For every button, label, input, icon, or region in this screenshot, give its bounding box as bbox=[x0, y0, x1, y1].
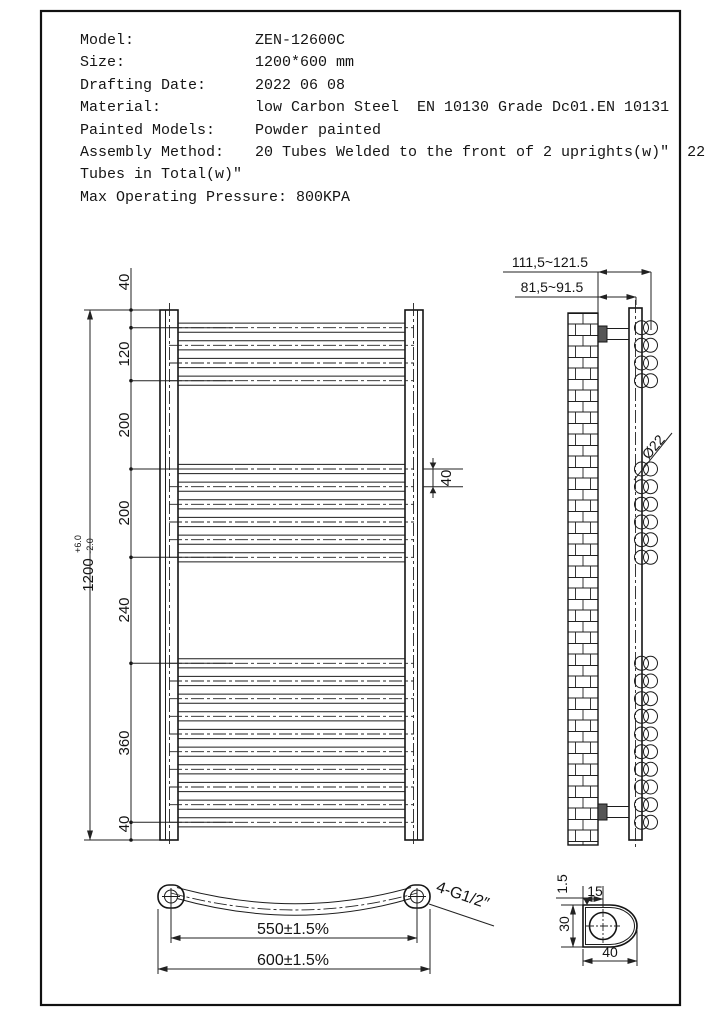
wall-bracket-top bbox=[598, 326, 629, 342]
field-label: Model: bbox=[80, 32, 135, 49]
offset-label: 15 bbox=[587, 883, 603, 899]
dimension-center-distance bbox=[171, 904, 417, 943]
dimension-chain bbox=[116, 268, 233, 842]
field-label: Tubes in Total(w)″ bbox=[80, 166, 243, 184]
dimension-height-30 bbox=[556, 905, 583, 947]
center-distance-label: 550±1.5% bbox=[257, 921, 329, 938]
width-label: 40 bbox=[602, 944, 618, 960]
field-label: Size: bbox=[80, 54, 126, 72]
field-label: Drafting Date: bbox=[80, 76, 207, 94]
callout-tube-diameter bbox=[634, 431, 672, 480]
callout-thread bbox=[429, 879, 494, 926]
thread-label: 4-G1/2″ bbox=[433, 878, 492, 913]
wall-bracket-bottom bbox=[598, 804, 629, 820]
rail-bottom-edge bbox=[177, 899, 411, 916]
tube-pitch-label: 40 bbox=[438, 469, 455, 487]
bottom-view bbox=[158, 879, 494, 974]
height-label: 30 bbox=[556, 916, 572, 932]
overall-width-label: 600±1.5% bbox=[257, 952, 329, 969]
dimension-overall-height bbox=[73, 310, 178, 840]
field-value: low Carbon Steel EN 10130 Grade Dc01.EN 10131 bbox=[255, 99, 670, 117]
tube-diameter-label: Ø22 bbox=[638, 431, 668, 463]
detail-view bbox=[554, 874, 637, 966]
side-tube-circles bbox=[635, 321, 658, 830]
field-label: Material: bbox=[80, 99, 162, 117]
wall-section bbox=[568, 313, 598, 845]
overall-height-label: 1200 bbox=[80, 558, 97, 592]
chain-dim-40-top: 40 bbox=[116, 273, 133, 291]
field-value: 800KPA bbox=[296, 188, 351, 206]
field-label: Painted Models: bbox=[80, 121, 216, 139]
chain-dim-200b: 200 bbox=[116, 500, 133, 526]
field-value: 2022 06 08 bbox=[255, 76, 346, 94]
field-value: 1200*600 mm bbox=[255, 54, 355, 72]
dimension-overall-width bbox=[158, 909, 430, 974]
chain-dim-120: 120 bbox=[116, 341, 133, 367]
chain-marks bbox=[129, 308, 233, 842]
chain-dim-200a: 200 bbox=[116, 412, 133, 438]
side-view bbox=[503, 254, 672, 848]
thickness-label: 1.5 bbox=[554, 874, 570, 894]
field-label: Assembly Method: bbox=[80, 144, 225, 162]
front-view bbox=[73, 268, 463, 847]
field-value: 20 Tubes Welded to the front of 2 uprights(w)″ 22 bbox=[255, 144, 706, 162]
right-upright bbox=[405, 303, 423, 847]
field-label: Max Operating Pressure: bbox=[80, 188, 297, 206]
dimension-tube-pitch bbox=[423, 458, 463, 498]
chain-dim-40-bottom: 40 bbox=[116, 815, 133, 833]
left-upright bbox=[160, 303, 178, 847]
field-value: Powder painted bbox=[255, 121, 382, 139]
dimension-depth-to-center bbox=[515, 279, 636, 305]
tolerance-minus-label: -2.0 bbox=[85, 538, 95, 554]
dimension-width-40 bbox=[583, 930, 637, 966]
field-value: ZEN-12600C bbox=[255, 32, 346, 49]
rail-top-edge bbox=[177, 888, 411, 904]
tolerance-plus-label: +6.0 bbox=[73, 535, 83, 553]
depth-to-center-label: 81,5~91.5 bbox=[520, 279, 584, 295]
chain-dim-360: 360 bbox=[116, 730, 133, 756]
tube-array bbox=[169, 323, 414, 827]
chain-dim-240: 240 bbox=[116, 597, 133, 623]
depth-overall-label: 111,5~121.5 bbox=[511, 254, 589, 270]
